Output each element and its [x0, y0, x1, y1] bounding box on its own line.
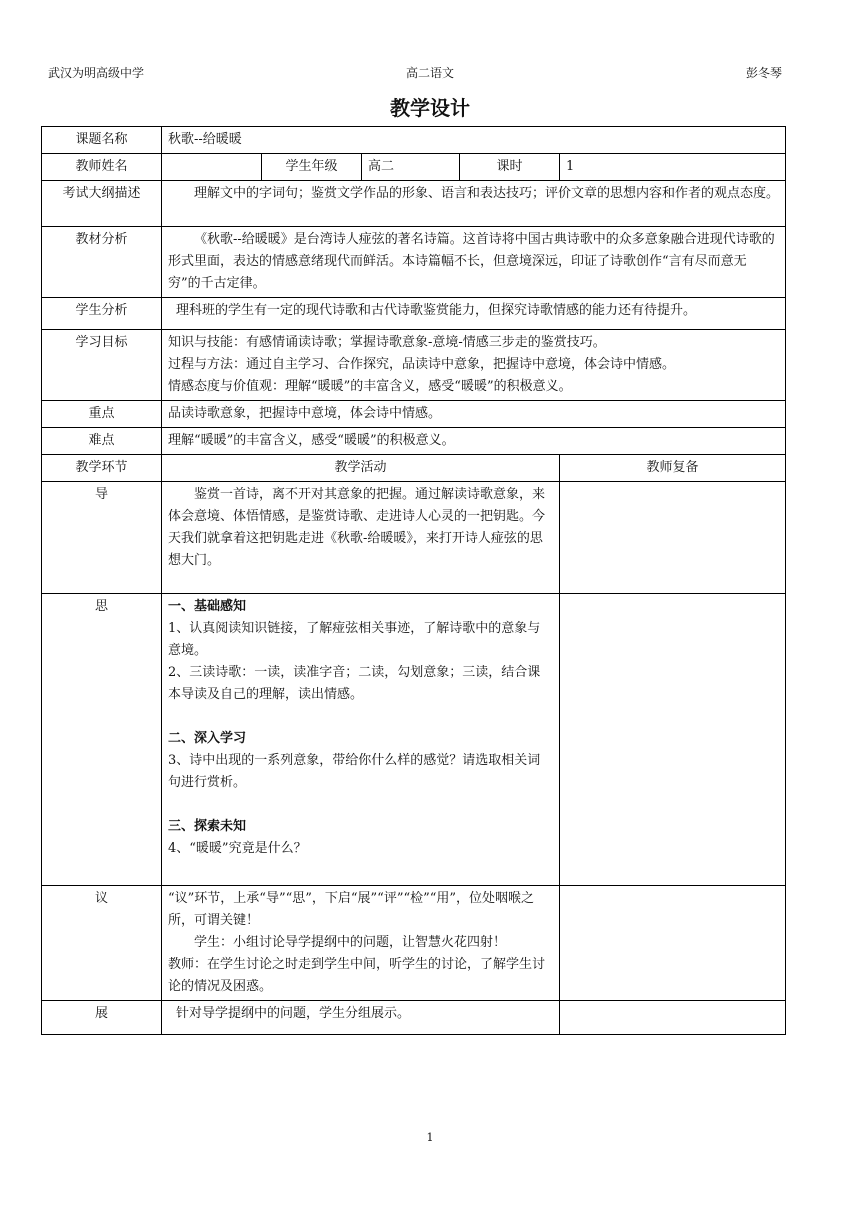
- row-difficulty: [42, 428, 786, 455]
- students-label: 学生分析: [42, 298, 162, 330]
- goal-item: 知识与技能：有感情诵读诗歌；掌握诗歌意象-意境-情感三步走的鉴赏技巧。: [168, 335, 606, 350]
- row-material: [42, 227, 786, 298]
- step-dao-notes: [560, 482, 786, 594]
- page-number: 1: [426, 1131, 434, 1144]
- activity-header: 教学活动: [162, 455, 560, 482]
- row-exam: [42, 181, 786, 227]
- task-item: 1、认真阅读知识链接，了解痖弦相关事迹，了解诗歌中的意象与意境。: [168, 621, 541, 658]
- goal-item: 情感态度与价值观：理解“暖暖”的丰富含义，感受“暖暖”的积极意义。: [168, 379, 572, 394]
- goal-item: 过程与方法：通过自主学习、合作探究，品读诗中意象，把握诗中意境，体会诗中情感。: [168, 357, 676, 372]
- grade-label: 学生年级: [262, 154, 362, 181]
- goals-label: 学习目标: [42, 330, 162, 401]
- step-si-notes: [560, 594, 786, 886]
- row-step-zhan: [42, 1001, 786, 1035]
- task-item: 2、三读诗歌：一读，读准字音；二读，勾划意象；三读，结合课本导读及自己的理解，读出情感。: [168, 665, 541, 702]
- goals-list: [162, 330, 786, 401]
- step-si-activity: [162, 594, 560, 886]
- task-item: 4、“暖暖”究竟是什么？: [168, 841, 307, 856]
- step-yi-activity: [162, 886, 560, 1001]
- step-dao-activity: 鉴赏一首诗，离不开对其意象的把握。通过解读诗歌意象，来体会意境、体悟情感，是鉴赏诗歌、走进诗人心灵的一把钥匙。今天我们就拿着这把钥匙走进《秋歌-给暖暖》，来打开诗人痖弦的思想大门。: [162, 482, 560, 594]
- row-students: [42, 298, 786, 330]
- row-step-yi: [42, 886, 786, 1001]
- hours-value: 1: [560, 154, 786, 181]
- step-yi-notes: [560, 886, 786, 1001]
- row-goals: [42, 330, 786, 401]
- activity-line: 学生：小组讨论导学提纲中的问题，让智慧火花四射！: [194, 935, 507, 950]
- document-title: 教学设计: [390, 96, 470, 120]
- topic-label: 课题名称: [42, 127, 162, 154]
- step-yi-label: 议: [42, 886, 162, 1001]
- topic-value: 秋歌--给暖暖: [162, 127, 786, 154]
- grade-value: 高二: [362, 154, 460, 181]
- exam-value: 理解文中的字词句；鉴赏文学作品的形象、语言和表达技巧；评价文章的思想内容和作者的观点态度。: [162, 181, 786, 227]
- row-topic: [42, 127, 786, 154]
- row-steps-header: [42, 455, 786, 482]
- section-heading: 一、基础感知: [168, 599, 247, 614]
- material-label: 教材分析: [42, 227, 162, 298]
- row-teacher: [42, 154, 786, 181]
- key-value: 品读诗歌意象，把握诗中意境，体会诗中情感。: [162, 401, 786, 428]
- activity-line: “议”环节，上承“导”“思”，下启“展”“评”“检”“用”，位处咽喉之所，可谓关键！: [168, 891, 535, 928]
- lesson-plan-table: [41, 126, 786, 1035]
- row-step-dao: [42, 482, 786, 594]
- activity-line: 教师：在学生讨论之时走到学生中间，听学生的讨论，了解学生讨论的情况及困惑。: [168, 957, 546, 994]
- notes-header: 教师复备: [560, 455, 786, 482]
- step-zhan-label: 展: [42, 1001, 162, 1035]
- section-heading: 二、深入学习: [168, 731, 247, 746]
- row-key: [42, 401, 786, 428]
- step-si-label: 思: [42, 594, 162, 886]
- exam-label: 考试大纲描述: [42, 181, 162, 227]
- header-school: 武汉为明高级中学: [48, 66, 145, 80]
- difficulty-label: 难点: [42, 428, 162, 455]
- material-value: 《秋歌--给暖暖》是台湾诗人痖弦的著名诗篇。这首诗将中国古典诗歌中的众多意象融合进现代诗歌的形式里面，表达的情感意绪现代而鲜活。本诗篇幅不长，但意境深远，印证了诗歌创作“言有尽而意无穷”的千古定律。: [162, 227, 786, 298]
- key-label: 重点: [42, 401, 162, 428]
- step-zhan-notes: [560, 1001, 786, 1035]
- section-heading: 三、探索未知: [168, 819, 247, 834]
- step-dao-label: 导: [42, 482, 162, 594]
- row-step-si: [42, 594, 786, 886]
- hours-label: 课时: [460, 154, 560, 181]
- teacher-value: [162, 154, 262, 181]
- header-subject: 高二语文: [405, 66, 454, 80]
- task-item: 3、诗中出现的一系列意象，带给你什么样的感觉？请选取相关词句进行赏析。: [168, 753, 541, 790]
- students-value: 理科班的学生有一定的现代诗歌和古代诗歌鉴赏能力，但探究诗歌情感的能力还有待提升。: [162, 298, 786, 330]
- step-header: 教学环节: [42, 455, 162, 482]
- step-zhan-activity: 针对导学提纲中的问题，学生分组展示。: [162, 1001, 560, 1035]
- teacher-label: 教师姓名: [42, 154, 162, 181]
- difficulty-value: 理解“暖暖”的丰富含义，感受“暖暖”的积极意义。: [162, 428, 786, 455]
- header-author: 彭冬琴: [745, 66, 782, 80]
